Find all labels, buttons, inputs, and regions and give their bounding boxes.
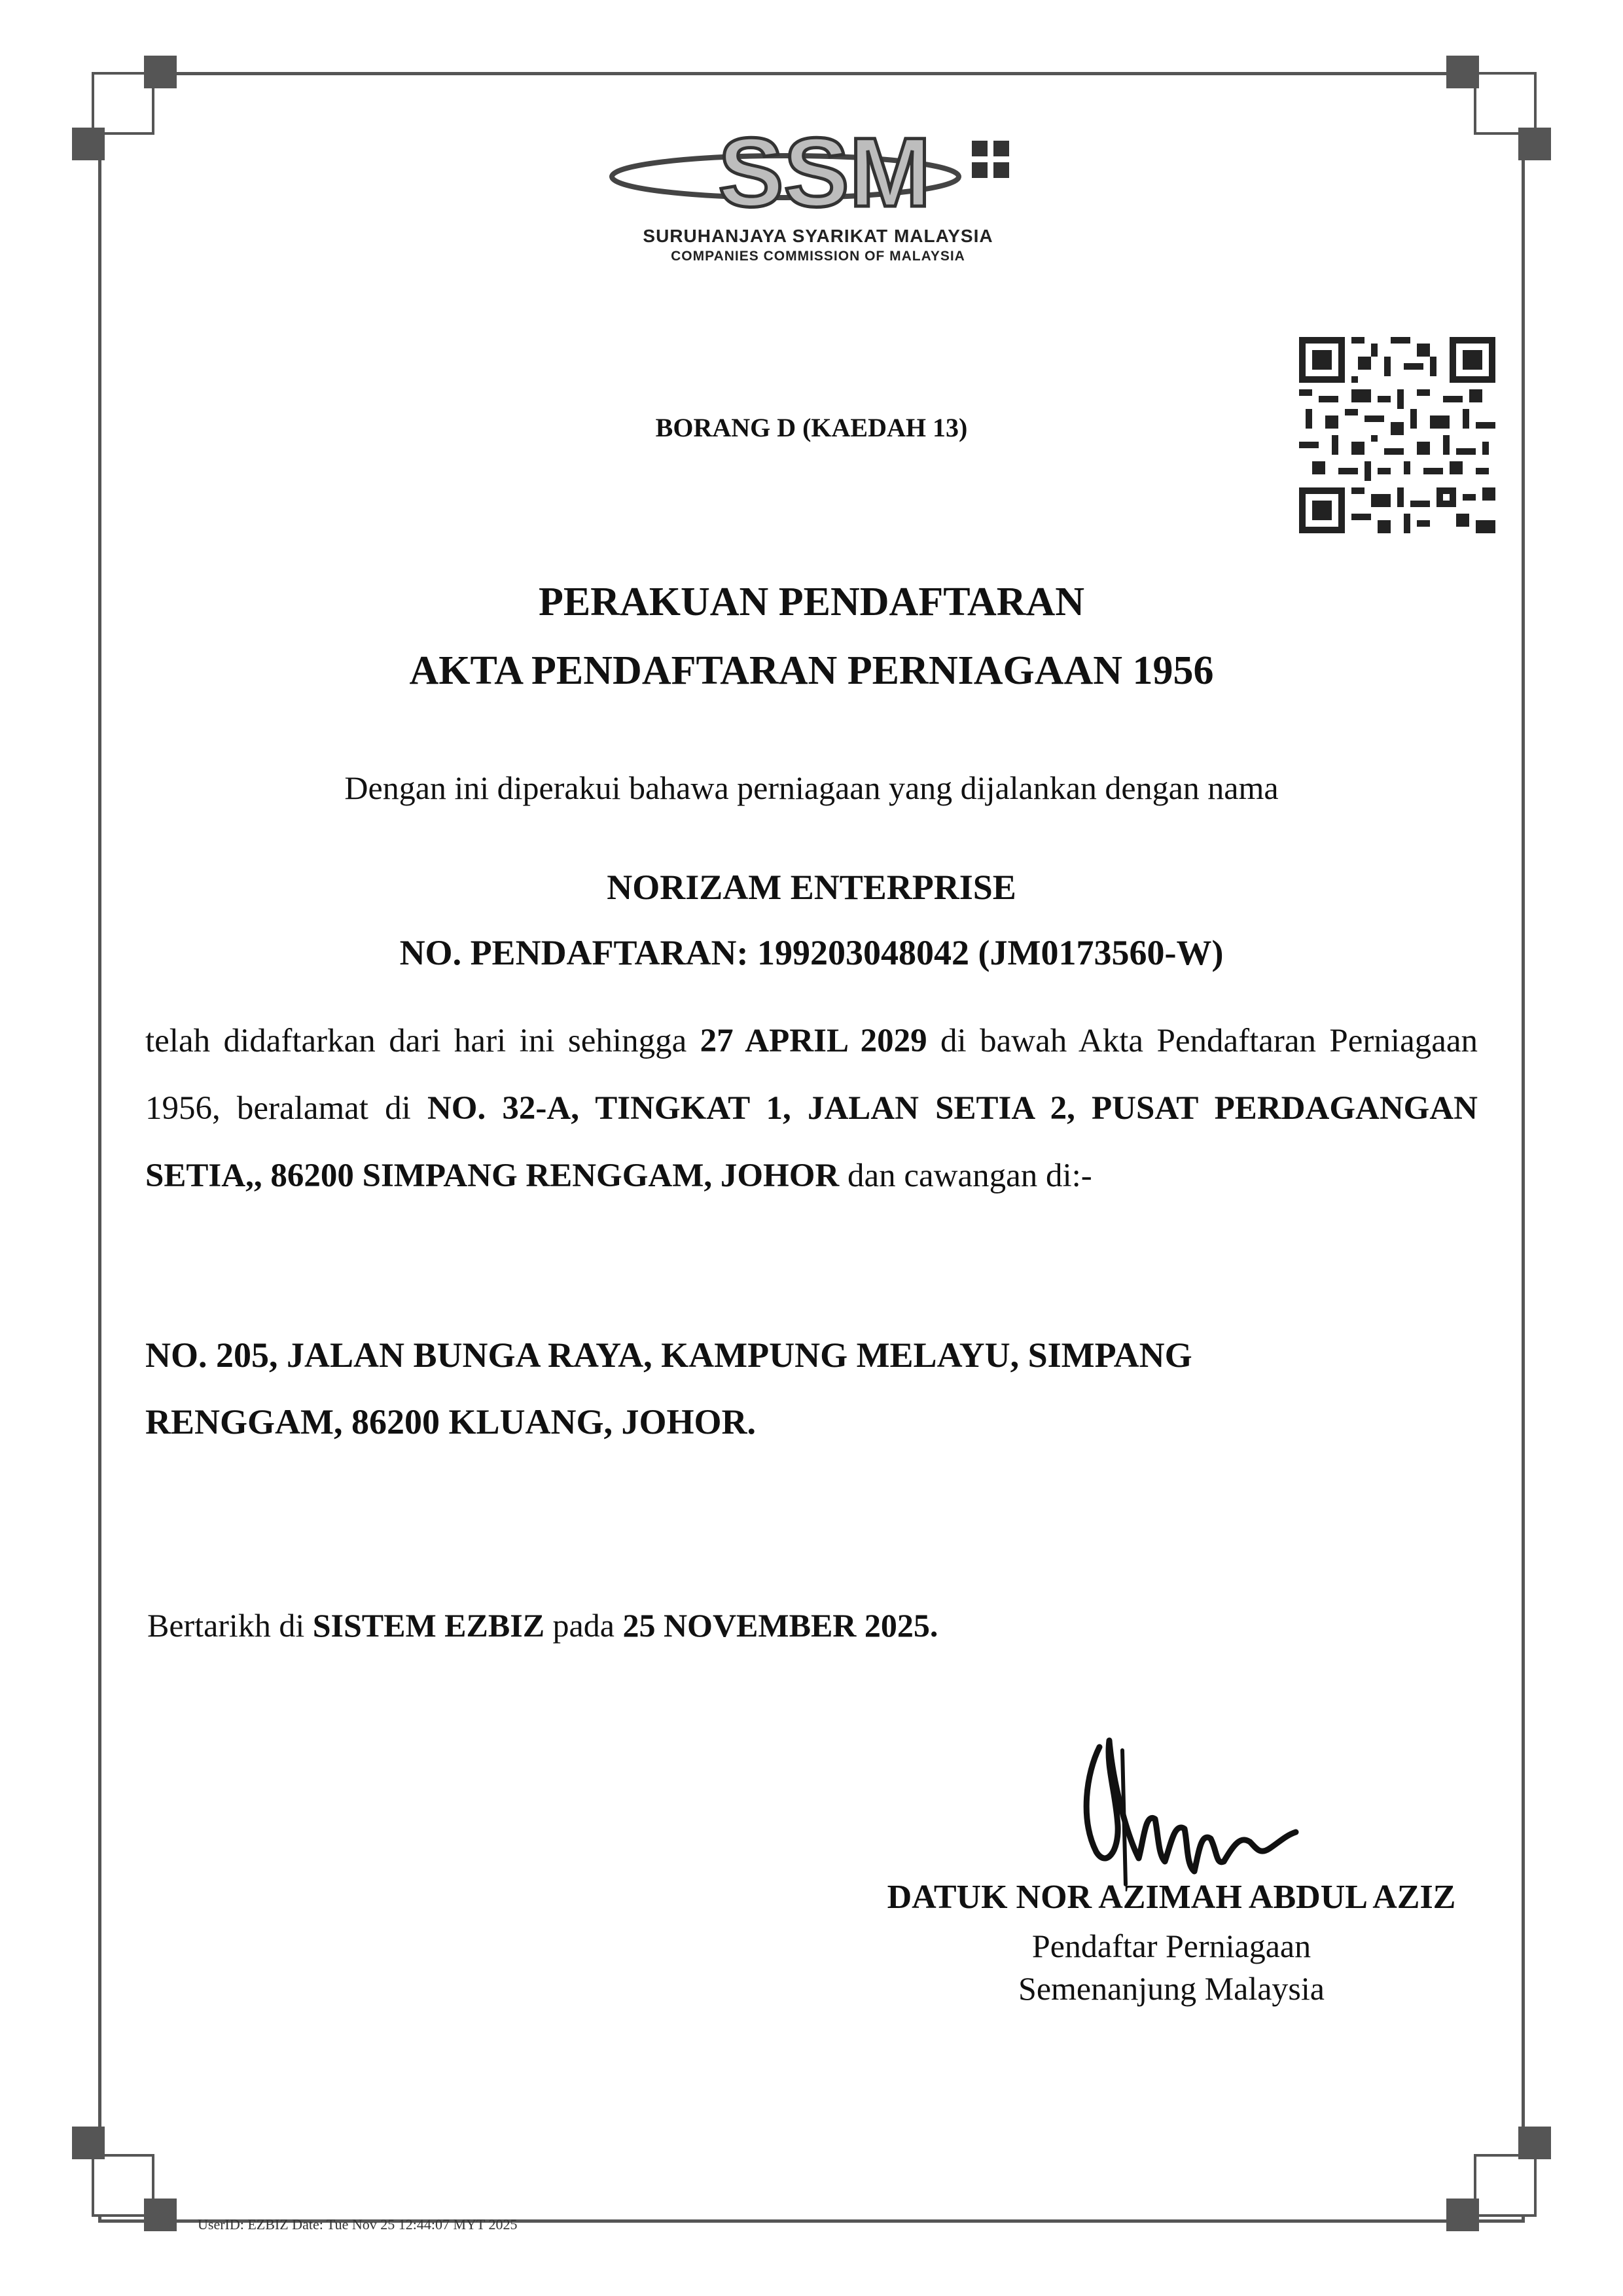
- ssm-logo: [609, 121, 1027, 272]
- svg-text:SSM: SSM: [718, 121, 931, 226]
- corner-ornament-top-right: [1446, 56, 1551, 160]
- corner-ornament-top-left: [72, 56, 177, 160]
- border-right: [1522, 72, 1525, 2223]
- expiry-date: 27 APRIL 2029: [700, 1023, 927, 1059]
- issue-date: 25 NOVEMBER 2025.: [622, 1607, 938, 1644]
- signatory-title: Pendaftar Perniagaan: [1031, 1928, 1311, 1964]
- business-address: NO. 32-A, TINGKAT 1, JALAN SETIA 2, PUSAT PERDAGANGAN SETIA,, 86200 SIMPANG RENGGAM, JOHOR: [145, 1090, 1478, 1194]
- border-left: [98, 72, 101, 2223]
- business-name: NORIZAM ENTERPRISE: [607, 868, 1016, 907]
- dated-middle: pada: [544, 1607, 623, 1644]
- print-footer: UserID: EZBIZ Date: Tue Nov 25 12:44:07 MYT 2025: [198, 2216, 518, 2233]
- branch-address: [145, 1322, 1478, 1455]
- ssm-logo-mark: [609, 121, 1027, 226]
- dated-line: [147, 1606, 938, 1644]
- border-top: [98, 72, 1525, 75]
- corner-ornament-bottom-right: [1446, 2127, 1551, 2231]
- form-label: BORANG D (KAEDAH 13): [655, 413, 968, 442]
- corner-ornament-bottom-left: [72, 2127, 177, 2231]
- signature-image: [1060, 1721, 1309, 1891]
- dated-prefix: Bertarikh di: [147, 1607, 313, 1644]
- logo-subtitle-malay: SURUHANJAYA SYARIKAT MALAYSIA: [643, 226, 993, 246]
- branch-address-line-1: NO. 205, JALAN BUNGA RAYA, KAMPUNG MELAYU, SIMPANG: [145, 1335, 1192, 1375]
- para-text-2: di bawah Akta Pendaftaran Perniagaan 1956, beralamat di: [145, 1023, 1478, 1127]
- intro-text: Dengan ini diperakui bahawa perniagaan yang dijalankan dengan nama: [344, 769, 1279, 806]
- registration-paragraph: [145, 1008, 1478, 1210]
- signatory-region: Semenanjung Malaysia: [1018, 1970, 1325, 2007]
- logo-subtitle-english: COMPANIES COMMISSION OF MALAYSIA: [671, 249, 965, 264]
- branch-address-line-2: RENGGAM, 86200 KLUANG, JOHOR.: [145, 1402, 757, 1441]
- act-title: AKTA PENDAFTARAN PERNIAGAAN 1956: [409, 648, 1214, 693]
- dated-system: SISTEM EZBIZ: [312, 1607, 545, 1644]
- registration-number: NO. PENDAFTARAN: 199203048042 (JM0173560-W): [399, 933, 1224, 972]
- certificate-title: PERAKUAN PENDAFTARAN: [538, 580, 1085, 624]
- signatory-name: DATUK NOR AZIMAH ABDUL AZIZ: [887, 1879, 1456, 1916]
- para-text-1: telah didaftarkan dari hari ini sehingga: [145, 1023, 700, 1059]
- para-text-3: dan cawangan di:-: [839, 1157, 1092, 1194]
